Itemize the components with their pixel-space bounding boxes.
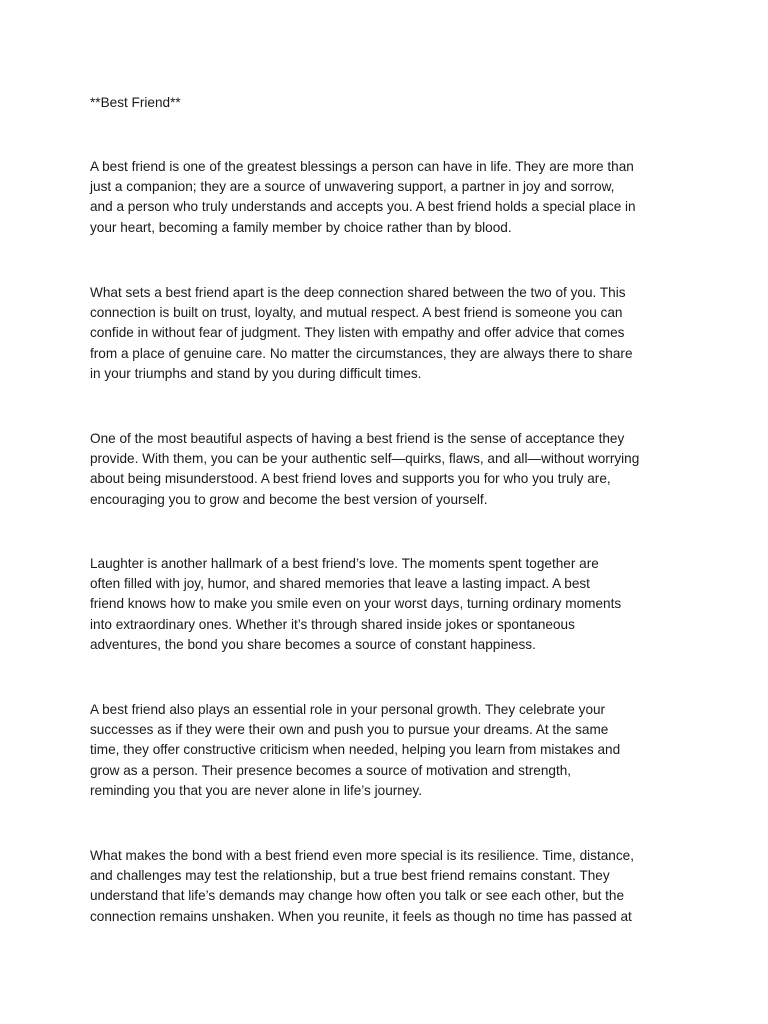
paragraph-line: time, they offer constructive criticism when needed, helping you learn from mistakes and xyxy=(90,742,621,758)
document-title: **Best Friend** xyxy=(90,95,181,110)
paragraph-line: adventures, the bond you share becomes a source of constant happiness. xyxy=(90,636,536,652)
paragraph-line: One of the most beautiful aspects of having a best friend is the sense of acceptance they xyxy=(90,431,625,446)
paragraph-line: from a place of genuine care. No matter the circumstances, they are always there to share xyxy=(90,345,633,361)
paragraph-line: just a companion; they are a source of unwavering support, a partner in joy and sorrow, xyxy=(90,179,615,195)
paragraph-line: reminding you that you are never alone in life’s journey. xyxy=(90,782,422,798)
paragraph-line: grow as a person. Their presence becomes a source of motivation and strength, xyxy=(90,762,572,778)
paragraph-5 xyxy=(90,700,620,801)
paragraph-3 xyxy=(90,429,639,510)
paragraph-6 xyxy=(90,846,634,927)
paragraph-line: Laughter is another hallmark of a best friend’s love. The moments spent together are xyxy=(90,556,599,571)
paragraph-1 xyxy=(90,157,636,238)
paragraph-line: confide in without fear of judgment. They listen with empathy and offer advice that comes xyxy=(90,325,625,341)
paragraph-line: in your triumphs and stand by you during difficult times. xyxy=(90,365,422,381)
paragraph-line: A best friend is one of the greatest blessings a person can have in life. They are more than xyxy=(90,159,634,174)
paragraph-line: friend knows how to make you smile even on your worst days, turning ordinary moments xyxy=(90,596,622,612)
paragraph-line: What sets a best friend apart is the deep connection shared between the two of you. This xyxy=(90,285,626,300)
paragraph-2 xyxy=(90,283,633,384)
paragraph-line: and a person who truly understands and accepts you. A best friend holds a special place in xyxy=(90,199,636,215)
paragraph-line: about being misunderstood. A best friend loves and supports you for who you truly are, xyxy=(90,471,611,487)
paragraph-line: A best friend also plays an essential role in your personal growth. They celebrate your xyxy=(90,702,606,717)
paragraph-line: provide. With them, you can be your authentic self—quirks, flaws, and all—without worrying xyxy=(90,451,640,467)
paragraph-line: your heart, becoming a family member by choice rather than by blood. xyxy=(90,219,512,235)
paragraph-line: into extraordinary ones. Whether it’s through shared inside jokes or spontaneous xyxy=(90,616,575,632)
paragraph-line: connection remains unshaken. When you reunite, it feels as though no time has passed at xyxy=(90,908,632,924)
paragraph-line: understand that life’s demands may change how often you talk or see each other, but the xyxy=(90,888,625,904)
paragraph-line: What makes the bond with a best friend even more special is its resilience. Time, distance, xyxy=(90,848,635,863)
paragraph-line: and challenges may test the relationship, but a true best friend remains constant. They xyxy=(90,868,610,884)
paragraph-line: successes as if they were their own and push you to pursue your dreams. At the same xyxy=(90,722,609,738)
paragraph-line: connection is built on trust, loyalty, and mutual respect. A best friend is someone you can xyxy=(90,305,623,321)
paragraph-line: encouraging you to grow and become the best version of yourself. xyxy=(90,491,488,507)
paragraph-4 xyxy=(90,554,621,655)
paragraph-line: often filled with joy, humor, and shared memories that leave a lasting impact. A best xyxy=(90,576,590,592)
